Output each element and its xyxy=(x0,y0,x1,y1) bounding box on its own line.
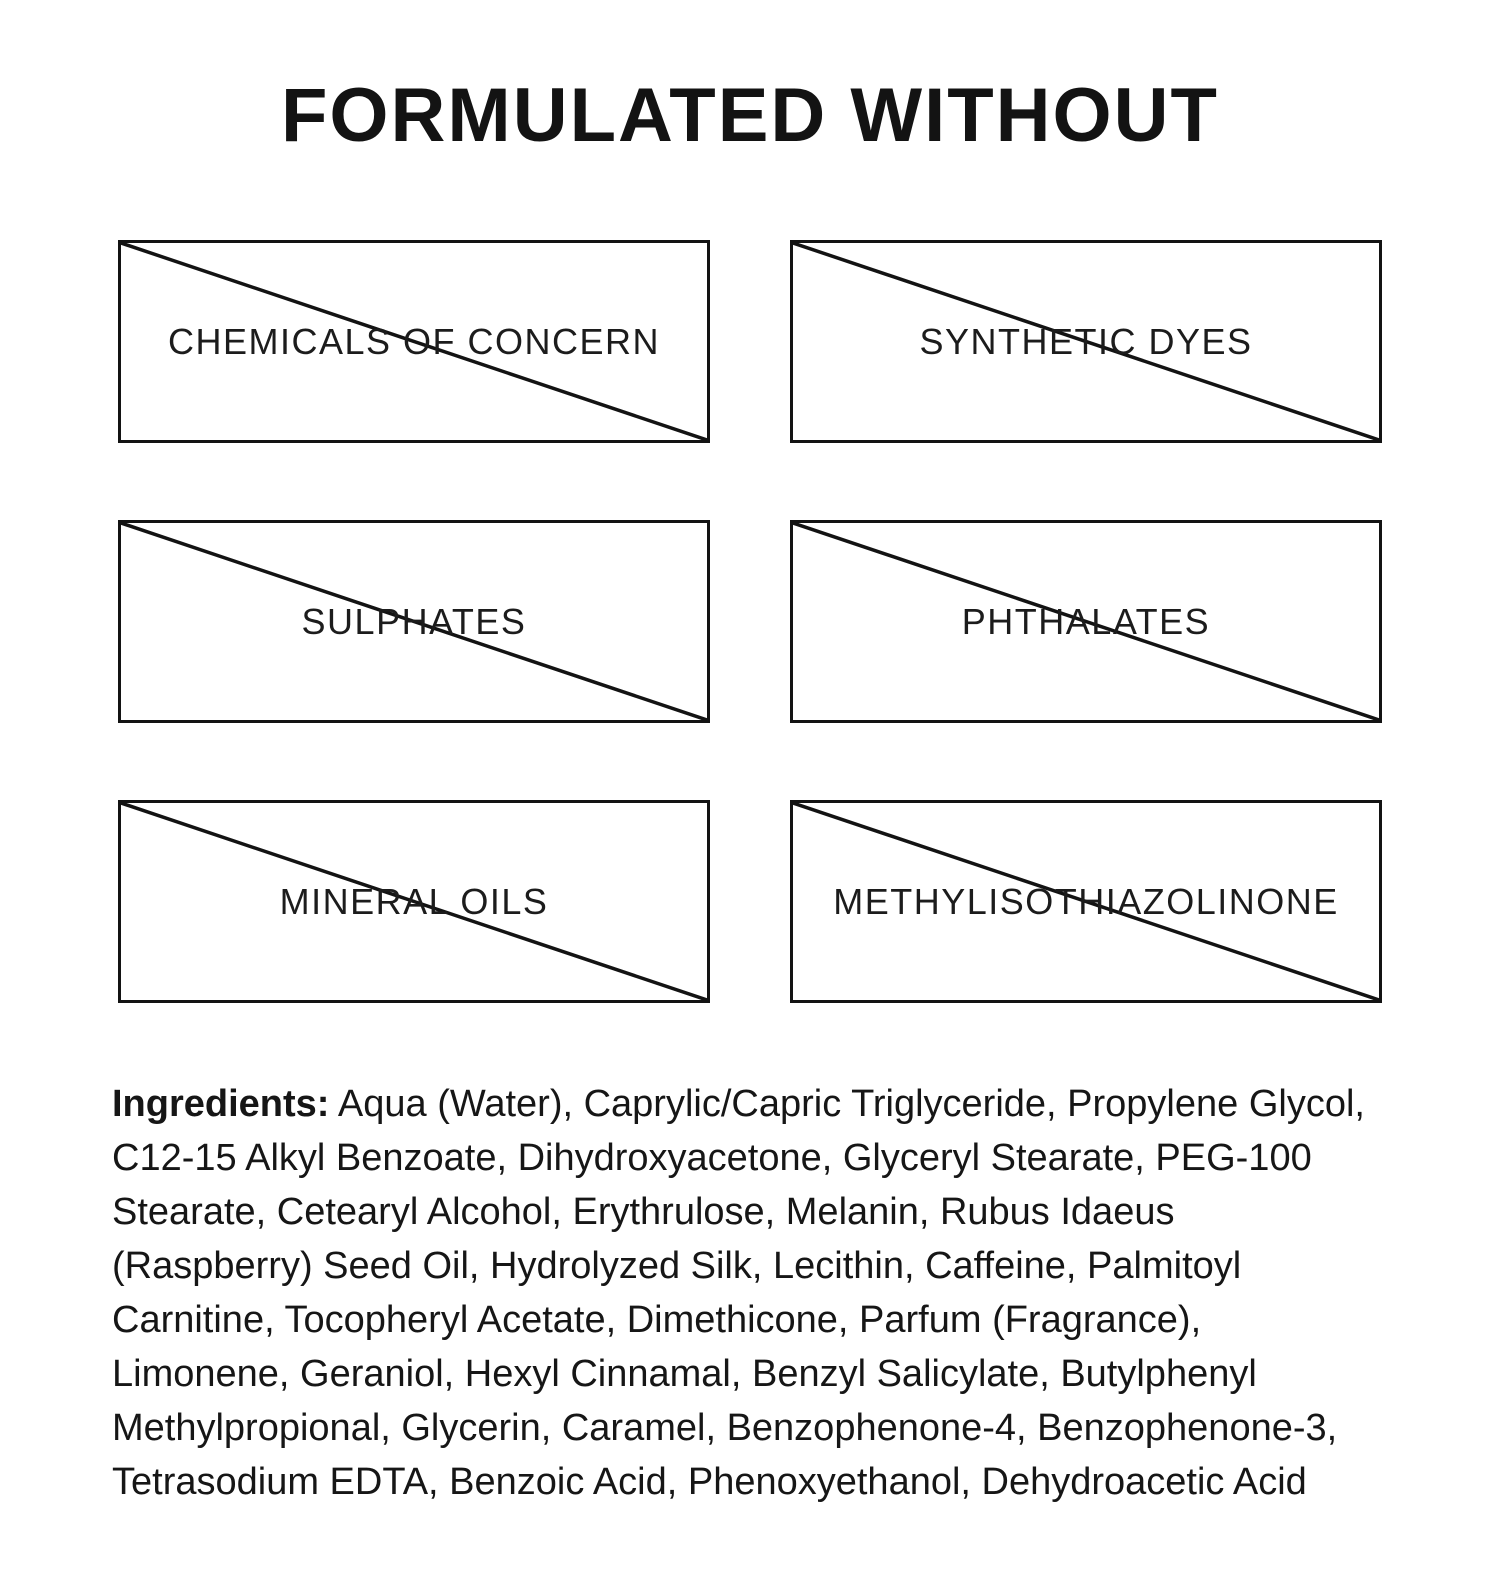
box-label: PHTHALATES xyxy=(961,600,1211,642)
ingredients-label: Ingredients: xyxy=(112,1083,330,1125)
strike-box-methylisothiazolinone xyxy=(790,800,1382,1003)
strike-box-sulphates xyxy=(118,520,710,723)
page-title: FORMULATED WITHOUT xyxy=(281,73,1219,158)
box-label: SULPHATES xyxy=(301,600,527,642)
formulated-without-grid xyxy=(118,240,1382,1003)
ingredients-text: Aqua (Water), Caprylic/Capric Triglyceride, Propylene Glycol, C12-15 Alkyl Benzoate, Dihydroxyacetone, Glyceryl Stearate, PEG-100 Stearate, Cetearyl Alcohol, Erythrulose, Melanin, Rubus Idaeus (Raspberry) Seed Oil, Hydrolyzed Silk, Lecithin, Caffeine, Palmitoyl Carnitine, Tocopheryl Acetate, Dimethicone, Parfum (Fragrance), Limonene, Geraniol, Hexyl Cinnamal, Benzyl Salicylate, Butylphenyl Methylpropional, Glycerin, Caramel, Benzophenone-4, Benzophenone-3, Tetrasodium EDTA, Benzoic Acid, Phenoxyethanol, Dehydroacetic Acid xyxy=(112,1083,1365,1503)
strike-box-synthetic-dyes xyxy=(790,240,1382,443)
strike-box-mineral-oils xyxy=(118,800,710,1003)
box-label: CHEMICALS OF CONCERN xyxy=(167,320,661,362)
box-label: METHYLISOTHIAZOLINONE xyxy=(833,880,1339,922)
strike-box-chemicals-of-concern xyxy=(118,240,710,443)
ingredients-paragraph xyxy=(112,1077,1380,1509)
strike-box-phthalates xyxy=(790,520,1382,723)
box-label: SYNTHETIC DYES xyxy=(919,320,1253,362)
box-label: MINERAL OILS xyxy=(279,880,549,922)
